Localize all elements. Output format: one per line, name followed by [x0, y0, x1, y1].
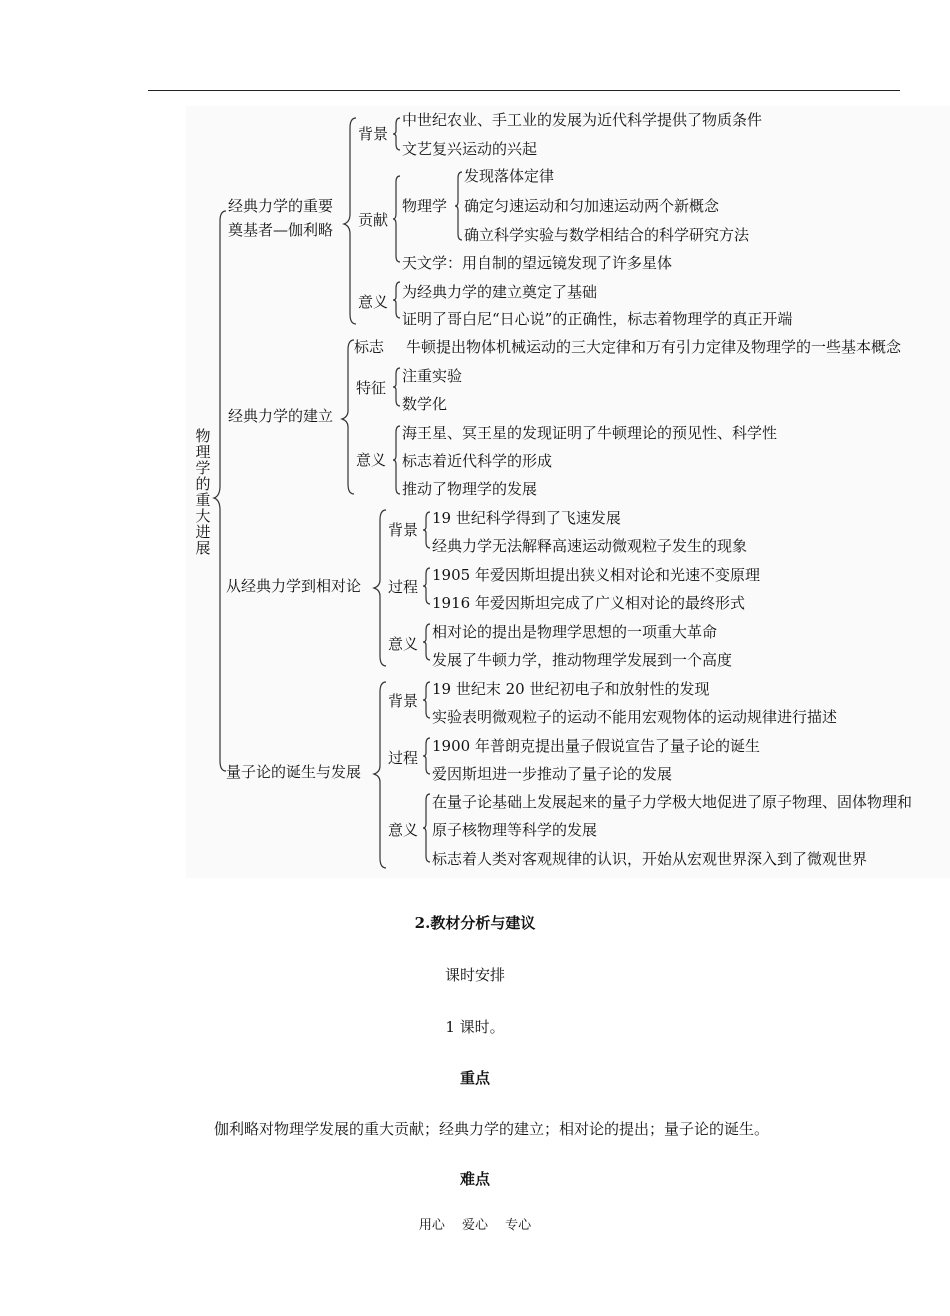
group-label: 背景 [388, 692, 419, 710]
item: 原子核物理等科学的发展 [432, 821, 598, 839]
root-label-char: 重 [195, 491, 211, 509]
section-title: 从经典力学到相对论 [226, 577, 362, 595]
root-label-char: 展 [195, 539, 211, 557]
item: 注重实验 [402, 367, 463, 385]
difficulty-label: 难点 [459, 1170, 490, 1188]
schedule-label: 课时安排 [444, 966, 505, 984]
item: 在量子论基础上发展起来的量子力学极大地促进了原子物理、固体物理和 [432, 793, 913, 811]
key-content: 伽利略对物理学发展的重大贡献；经典力学的建立；相对论的提出；量子论的诞生。 [214, 1120, 770, 1138]
item: 海王星、冥王星的发现证明了牛顿理论的预见性、科学性 [402, 424, 778, 442]
group-label: 意义 [358, 293, 389, 311]
item: 推动了物理学的发展 [402, 480, 538, 498]
schedule-value: 1 课时。 [445, 1018, 505, 1036]
section-title: 经典力学的重要 [228, 197, 334, 215]
section-heading: 2.教材分析与建议 [414, 914, 536, 932]
item: 19 世纪末 20 世纪初电子和放射性的发现 [432, 680, 710, 698]
group-label: 意义 [356, 451, 387, 469]
group-label: 过程 [388, 578, 419, 596]
group-label: 特征 [356, 379, 387, 397]
root-label-char: 物 [195, 427, 211, 445]
root-label-char: 进 [195, 523, 211, 541]
root-label [194, 428, 212, 556]
item: 经典力学无法解释高速运动微观粒子发生的现象 [432, 537, 748, 555]
group-label: 意义 [388, 821, 419, 839]
group-label: 标志 [354, 338, 385, 356]
item: 发现落体定律 [464, 167, 555, 185]
item: 1916 年爱因斯坦完成了广义相对论的最终形式 [432, 594, 745, 612]
group-label: 意义 [388, 635, 419, 653]
item: 天文学：用自制的望远镜发现了许多星体 [402, 254, 673, 272]
root-label-char: 大 [195, 507, 211, 525]
item: 相对论的提出是物理学思想的一项重大革命 [432, 623, 718, 641]
item: 1900 年普朗克提出量子假说宣告了量子论的诞生 [432, 737, 760, 755]
item: 证明了哥白尼“日心说”的正确性，标志着物理学的真正开端 [402, 310, 793, 328]
root-label-char: 理 [195, 443, 211, 461]
item: 1905 年爱因斯坦提出狭义相对论和光速不变原理 [432, 566, 760, 584]
item: 标志着近代科学的形成 [402, 452, 553, 470]
key-label: 重点 [459, 1069, 490, 1087]
item: 数学化 [402, 395, 448, 413]
item: 19 世纪科学得到了飞速发展 [432, 509, 621, 527]
root-label-char: 学 [195, 459, 211, 477]
root-label-char: 的 [195, 475, 211, 493]
group-label: 背景 [388, 521, 419, 539]
group-label: 贡献 [358, 211, 389, 229]
item: 牛顿提出物体机械运动的三大定律和万有引力定律及物理学的一些基本概念 [406, 338, 902, 356]
item: 为经典力学的建立奠定了基础 [402, 283, 598, 301]
group-label: 过程 [388, 749, 419, 767]
header-rule [148, 90, 900, 91]
item: 确立科学实验与数学相结合的科学研究方法 [464, 226, 750, 244]
section-title: 量子论的诞生与发展 [226, 763, 362, 781]
page-footer: 用心 爱心 专心 [418, 1218, 532, 1233]
item: 实验表明微观粒子的运动不能用宏观物体的运动规律进行描述 [432, 708, 838, 726]
item: 文艺复兴运动的兴起 [402, 140, 538, 158]
item: 爱因斯坦进一步推动了量子论的发展 [432, 765, 673, 783]
section-title: 奠基者—伽利略 [228, 221, 334, 239]
item: 确定匀速运动和匀加速运动两个新概念 [464, 197, 720, 215]
section-title: 经典力学的建立 [228, 407, 334, 425]
item: 标志着人类对客观规律的认识，开始从宏观世界深入到了微观世界 [432, 850, 868, 868]
group-label: 背景 [358, 125, 389, 143]
item: 发展了牛顿力学，推动物理学发展到一个高度 [432, 651, 733, 669]
mind-map-figure [186, 106, 950, 878]
sub-label: 物理学 [402, 197, 448, 215]
item: 中世纪农业、手工业的发展为近代科学提供了物质条件 [402, 111, 763, 129]
